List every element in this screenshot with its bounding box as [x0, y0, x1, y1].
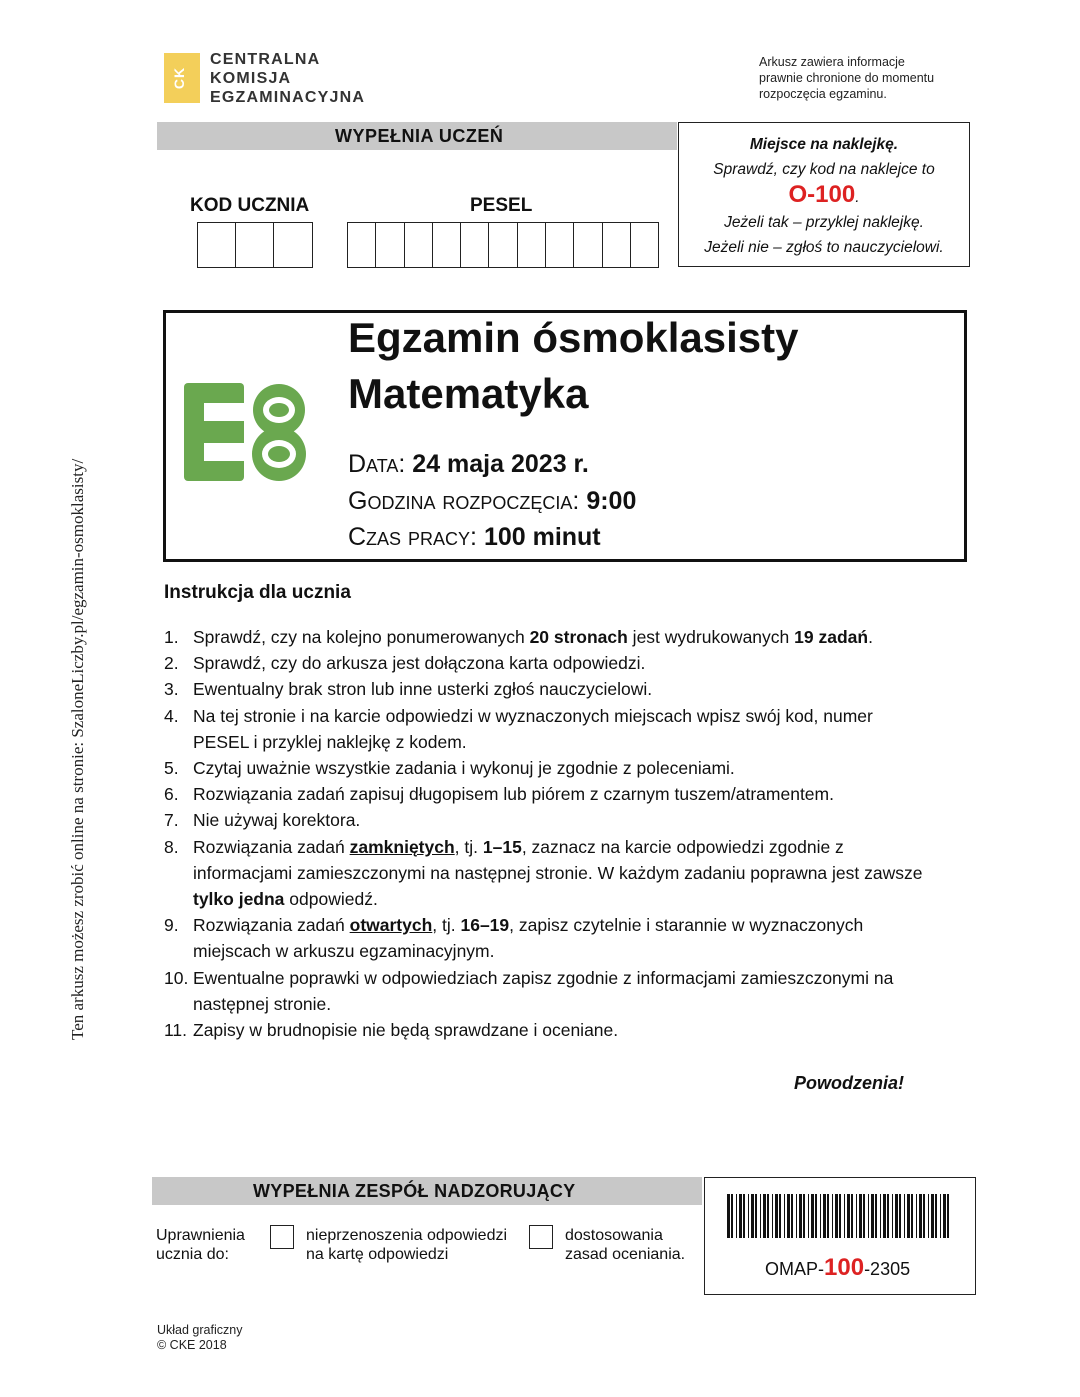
barcode-bar: [748, 1194, 749, 1238]
pesel-digit-box[interactable]: [603, 223, 631, 267]
pesel-field[interactable]: [347, 222, 659, 268]
adapted-grading-label: dostosowania zasad oceniania.: [565, 1227, 686, 1263]
barcode-bar: [803, 1194, 805, 1238]
barcode-bar: [844, 1194, 845, 1238]
barcode-bar: [811, 1194, 814, 1238]
barcode-bar: [892, 1194, 893, 1238]
barcode-bar: [947, 1194, 949, 1238]
pesel-digit-box[interactable]: [518, 223, 546, 267]
barcode-bar: [940, 1194, 941, 1238]
barcode-bar: [883, 1194, 886, 1238]
instructions-list: [164, 624, 924, 1043]
student-section-bar: WYPEŁNIA UCZEŃ: [157, 122, 677, 150]
barcode-bar: [919, 1194, 922, 1238]
cke-logo-name: CENTRALNA KOMISJA EGZAMINACYJNA: [210, 51, 366, 106]
barcode-bar: [859, 1194, 862, 1238]
exam-start-time: Godzina rozpoczęcia: 9:00: [348, 487, 637, 515]
barcode-bar: [796, 1194, 797, 1238]
barcode-bar: [851, 1194, 853, 1238]
cke-logo-mark: CK: [164, 53, 200, 103]
sticker-area[interactable]: [678, 122, 970, 267]
barcode-bar: [904, 1194, 905, 1238]
barcode-bar: [839, 1194, 841, 1238]
adapted-grading-checkbox[interactable]: [529, 1225, 553, 1249]
code-digit-box[interactable]: [274, 223, 312, 267]
barcode-bar: [808, 1194, 809, 1238]
barcode-bar: [727, 1194, 730, 1238]
barcode-bar: [763, 1194, 766, 1238]
no-transfer-checkbox[interactable]: [270, 1225, 294, 1249]
sticker-title: Miejsce na naklejkę.: [749, 136, 899, 153]
pesel-digit-box[interactable]: [574, 223, 602, 267]
barcode-bar: [791, 1194, 793, 1238]
legal-notice: Arkusz zawiera informacje prawnie chronione do momentu rozpoczęcia egzaminu.: [759, 55, 935, 101]
instruction-item: 7. Nie używaj korektora.: [164, 810, 361, 831]
instruction-item: 3. Ewentualny brak stron lub inne usterki zgłoś nauczycielowi.: [164, 679, 653, 700]
e8-logo-icon: [184, 383, 320, 483]
barcode-bar: [743, 1194, 745, 1238]
barcode-bar: [799, 1194, 802, 1238]
sticker-code: O-100.: [788, 181, 860, 208]
footer-credits: Układ graficzny © CKE 2018: [157, 1323, 243, 1352]
sticker-check-text: Sprawdź, czy kod na naklejce to: [713, 161, 935, 178]
student-code-field[interactable]: [197, 222, 313, 268]
barcode-bar: [899, 1194, 901, 1238]
instructions-title: Instrukcja dla ucznia: [164, 582, 351, 603]
barcode-bar: [835, 1194, 838, 1238]
exam-title: Egzamin ósmoklasisty: [348, 314, 799, 361]
pesel-digit-box[interactable]: [405, 223, 433, 267]
pesel-digit-box[interactable]: [376, 223, 404, 267]
exam-subject: Matematyka: [348, 370, 589, 417]
barcode-bar: [755, 1194, 757, 1238]
student-code-label: KOD UCZNIA: [190, 195, 310, 216]
code-digit-box[interactable]: [198, 223, 236, 267]
barcode-bar: [827, 1194, 829, 1238]
barcode-bar: [935, 1194, 937, 1238]
barcode-bar: [868, 1194, 869, 1238]
sheet-code: OMAP-100-2305: [765, 1254, 911, 1281]
barcode-bar: [895, 1194, 898, 1238]
pesel-digit-box[interactable]: [546, 223, 574, 267]
barcode-bar: [923, 1194, 925, 1238]
exam-duration: Czas pracy: 100 minut: [348, 523, 601, 551]
barcode-bar: [779, 1194, 781, 1238]
barcode-bar: [928, 1194, 929, 1238]
instruction-item: 6. Rozwiązania zadań zapisuj długopisem lub piórem z czarnym tuszem/atramentem.: [164, 784, 834, 805]
barcode-bar: [767, 1194, 769, 1238]
instruction-item: 11. Zapisy w brudnopisie nie będą sprawdzane i oceniane.: [164, 1020, 619, 1041]
instruction-item: 5. Czytaj uważnie wszystkie zadania i wykonuj je zgodnie z poleceniami.: [164, 758, 735, 779]
barcode-bar: [863, 1194, 865, 1238]
pesel-label: PESEL: [470, 195, 533, 216]
barcode-bar: [760, 1194, 761, 1238]
instruction-item: 4. Na tej stronie i na karcie odpowiedzi w wyznaczonych miejscach wpisz swój kod, numer PESEL i przyklej naklejkę z kodem.: [164, 705, 873, 752]
instruction-item: 1. Sprawdź, czy na kolejno ponumerowanych 20 stronach jest wydrukowanych 19 zadań.: [164, 627, 873, 647]
barcode-bar: [907, 1194, 910, 1238]
code-digit-box[interactable]: [236, 223, 274, 267]
barcode-bar: [751, 1194, 754, 1238]
sticker-no-text: Jeżeli nie – zgłoś to nauczycielowi.: [704, 239, 944, 256]
barcode-bar: [911, 1194, 913, 1238]
instruction-item: 9. Rozwiązania zadań otwartych, tj. 16–19, zapisz czytelnie i starannie w wyznaczonych miejscach w arkuszu egzaminacyjnym.: [164, 915, 864, 962]
pesel-digit-box[interactable]: [461, 223, 489, 267]
side-watermark-text: Ten arkusz możesz zrobić online na stronie: SzaloneLiczby.pl/egzamin-osmoklasisty/: [68, 458, 87, 1040]
barcode-bar: [856, 1194, 857, 1238]
pesel-digit-box[interactable]: [348, 223, 376, 267]
instruction-item: 8. Rozwiązania zadań zamkniętych, tj. 1–15, zaznacz na karcie odpowiedzi zgodnie z informacjami zamieszczonymi na następnej stronie. W każdym zadaniu poprawna jest zawsze tylko jedna odpowiedź.: [164, 836, 923, 910]
barcode-icon: [727, 1194, 952, 1238]
barcode-bar: [880, 1194, 881, 1238]
good-luck-text: Powodzenia!: [794, 1073, 905, 1093]
sticker-yes-text: Jeżeli tak – przyklej naklejkę.: [724, 214, 924, 231]
supervisor-section-bar: WYPEŁNIA ZESPÓŁ NADZORUJĄCY: [152, 1177, 702, 1205]
pesel-digit-box[interactable]: [433, 223, 461, 267]
barcode-bar: [820, 1194, 821, 1238]
pesel-digit-box[interactable]: [631, 223, 658, 267]
barcode-bar: [739, 1194, 742, 1238]
instruction-item: 2. Sprawdź, czy do arkusza jest dołączona karta odpowiedzi.: [164, 653, 646, 674]
barcode-bar: [871, 1194, 874, 1238]
barcode-bar: [931, 1194, 934, 1238]
instruction-item: 10. Ewentualne poprawki w odpowiedziach zapisz zgodnie z informacjami zamieszczonymi na następnej stronie.: [164, 967, 894, 1014]
barcode-bar: [736, 1194, 737, 1238]
barcode-bar: [875, 1194, 877, 1238]
no-transfer-label: nieprzenoszenia odpowiedzi na kartę odpowiedzi: [306, 1227, 508, 1263]
barcode-bar: [815, 1194, 817, 1238]
barcode-bar: [832, 1194, 833, 1238]
barcode-bar: [775, 1194, 778, 1238]
barcode-bar: [731, 1194, 733, 1238]
barcode-bar: [943, 1194, 946, 1238]
barcode-bar: [772, 1194, 773, 1238]
barcode-bar: [823, 1194, 826, 1238]
barcode-bar: [916, 1194, 917, 1238]
rights-label: Uprawnienia ucznia do:: [156, 1227, 245, 1263]
barcode-bar: [787, 1194, 790, 1238]
barcode-bar: [847, 1194, 850, 1238]
barcode-bar: [887, 1194, 889, 1238]
exam-date: Data: 24 maja 2023 r.: [348, 450, 589, 478]
pesel-digit-box[interactable]: [489, 223, 517, 267]
barcode-bar: [784, 1194, 785, 1238]
